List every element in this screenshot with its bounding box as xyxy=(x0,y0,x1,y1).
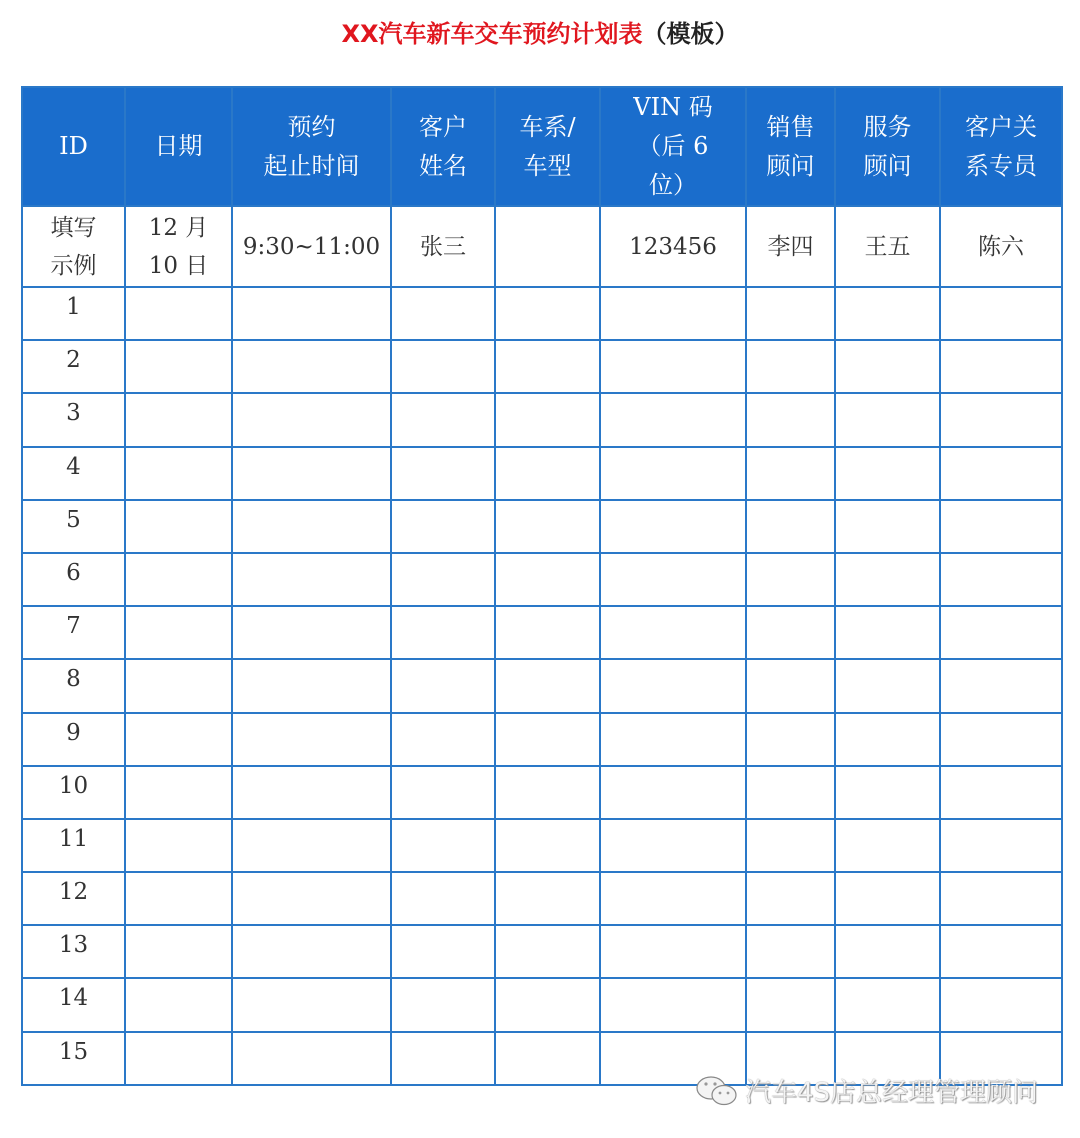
empty-cell[interactable] xyxy=(495,287,600,340)
empty-cell[interactable] xyxy=(746,659,835,712)
empty-cell[interactable] xyxy=(391,340,495,393)
empty-cell[interactable] xyxy=(232,872,391,925)
empty-cell[interactable] xyxy=(940,340,1062,393)
empty-cell[interactable] xyxy=(125,553,232,606)
empty-cell[interactable] xyxy=(940,978,1062,1031)
empty-cell[interactable] xyxy=(600,393,746,446)
empty-cell[interactable] xyxy=(835,819,940,872)
empty-cell[interactable] xyxy=(232,606,391,659)
empty-cell[interactable] xyxy=(125,447,232,500)
empty-cell[interactable] xyxy=(391,500,495,553)
empty-cell[interactable] xyxy=(940,925,1062,978)
table-row xyxy=(22,553,1062,606)
empty-cell[interactable] xyxy=(391,553,495,606)
watermark xyxy=(695,1072,1038,1109)
empty-cell[interactable] xyxy=(495,766,600,819)
column-header: ID xyxy=(22,87,125,206)
empty-cell[interactable] xyxy=(600,872,746,925)
example-cell[interactable]: 张三 xyxy=(391,206,495,287)
table-row xyxy=(22,606,1062,659)
table-row xyxy=(22,766,1062,819)
empty-cell[interactable] xyxy=(125,287,232,340)
example-cell[interactable] xyxy=(495,206,600,287)
column-header: 销售 顾问 xyxy=(746,87,835,206)
empty-cell[interactable] xyxy=(391,978,495,1031)
empty-cell[interactable] xyxy=(746,606,835,659)
empty-cell[interactable] xyxy=(600,766,746,819)
empty-cell[interactable] xyxy=(391,925,495,978)
empty-cell[interactable] xyxy=(600,819,746,872)
empty-cell[interactable] xyxy=(391,819,495,872)
appointment-table xyxy=(21,86,1063,1086)
empty-cell[interactable] xyxy=(232,1032,391,1085)
empty-cell[interactable] xyxy=(835,553,940,606)
empty-cell[interactable] xyxy=(746,500,835,553)
empty-cell[interactable] xyxy=(495,447,600,500)
row-id: 13 xyxy=(22,925,125,978)
watermark-text: 汽车4S店总经理管理顾问 xyxy=(745,1078,1039,1108)
empty-cell[interactable] xyxy=(835,287,940,340)
empty-cell[interactable] xyxy=(600,925,746,978)
empty-cell[interactable] xyxy=(495,978,600,1031)
empty-cell[interactable] xyxy=(391,287,495,340)
empty-cell[interactable] xyxy=(600,447,746,500)
empty-cell[interactable] xyxy=(495,553,600,606)
empty-cell[interactable] xyxy=(746,447,835,500)
empty-cell[interactable] xyxy=(125,713,232,766)
empty-cell[interactable] xyxy=(391,393,495,446)
empty-cell[interactable] xyxy=(232,553,391,606)
column-header: 预约 起止时间 xyxy=(232,87,391,206)
empty-cell[interactable] xyxy=(835,872,940,925)
row-id: 6 xyxy=(22,553,125,606)
column-header: VIN 码 （后 6 位） xyxy=(600,87,746,206)
empty-cell[interactable] xyxy=(495,713,600,766)
empty-cell[interactable] xyxy=(746,553,835,606)
example-cell[interactable]: 陈六 xyxy=(940,206,1062,287)
empty-cell[interactable] xyxy=(125,659,232,712)
empty-cell[interactable] xyxy=(391,872,495,925)
empty-cell[interactable] xyxy=(232,766,391,819)
empty-cell[interactable] xyxy=(391,766,495,819)
empty-cell[interactable] xyxy=(495,500,600,553)
column-header: 服务 顾问 xyxy=(835,87,940,206)
empty-cell[interactable] xyxy=(746,819,835,872)
empty-cell[interactable] xyxy=(940,553,1062,606)
table-row xyxy=(22,393,1062,446)
empty-cell[interactable] xyxy=(835,606,940,659)
empty-cell[interactable] xyxy=(835,713,940,766)
empty-cell[interactable] xyxy=(391,1032,495,1085)
row-id: 9 xyxy=(22,713,125,766)
empty-cell[interactable] xyxy=(600,500,746,553)
empty-cell[interactable] xyxy=(940,500,1062,553)
example-cell[interactable]: 123456 xyxy=(600,206,746,287)
empty-cell[interactable] xyxy=(495,606,600,659)
empty-cell[interactable] xyxy=(125,872,232,925)
example-row xyxy=(22,206,1062,287)
empty-cell[interactable] xyxy=(600,713,746,766)
example-cell[interactable]: 12 月 10 日 xyxy=(125,206,232,287)
row-id: 7 xyxy=(22,606,125,659)
row-id: 3 xyxy=(22,393,125,446)
empty-cell[interactable] xyxy=(835,393,940,446)
empty-cell[interactable] xyxy=(940,606,1062,659)
empty-cell[interactable] xyxy=(940,819,1062,872)
column-header: 客户关 系专员 xyxy=(940,87,1062,206)
title-main: XX汽车新车交车预约计划表 xyxy=(341,20,643,48)
empty-cell[interactable] xyxy=(232,447,391,500)
empty-cell[interactable] xyxy=(746,766,835,819)
example-cell[interactable]: 填写 示例 xyxy=(22,206,125,287)
empty-cell[interactable] xyxy=(495,925,600,978)
empty-cell[interactable] xyxy=(495,819,600,872)
empty-cell[interactable] xyxy=(600,978,746,1031)
empty-cell[interactable] xyxy=(232,925,391,978)
empty-cell[interactable] xyxy=(835,659,940,712)
row-id: 10 xyxy=(22,766,125,819)
empty-cell[interactable] xyxy=(940,447,1062,500)
empty-cell[interactable] xyxy=(495,659,600,712)
empty-cell[interactable] xyxy=(835,978,940,1031)
empty-cell[interactable] xyxy=(835,447,940,500)
example-cell[interactable]: 王五 xyxy=(835,206,940,287)
empty-cell[interactable] xyxy=(391,447,495,500)
table-row xyxy=(22,500,1062,553)
empty-cell[interactable] xyxy=(125,393,232,446)
empty-cell[interactable] xyxy=(746,393,835,446)
column-header: 客户 姓名 xyxy=(391,87,495,206)
empty-cell[interactable] xyxy=(232,819,391,872)
empty-cell[interactable] xyxy=(391,659,495,712)
empty-cell[interactable] xyxy=(232,393,391,446)
empty-cell[interactable] xyxy=(600,606,746,659)
empty-cell[interactable] xyxy=(495,1032,600,1085)
empty-cell[interactable] xyxy=(940,659,1062,712)
empty-cell[interactable] xyxy=(746,925,835,978)
empty-cell[interactable] xyxy=(746,713,835,766)
empty-cell[interactable] xyxy=(940,872,1062,925)
empty-cell[interactable] xyxy=(495,872,600,925)
empty-cell[interactable] xyxy=(600,553,746,606)
table-row xyxy=(22,659,1062,712)
empty-cell[interactable] xyxy=(746,872,835,925)
empty-cell[interactable] xyxy=(391,606,495,659)
empty-cell[interactable] xyxy=(232,287,391,340)
table-row xyxy=(22,925,1062,978)
page-title xyxy=(0,14,1080,49)
row-id: 15 xyxy=(22,1032,125,1085)
example-cell[interactable]: 李四 xyxy=(746,206,835,287)
empty-cell[interactable] xyxy=(125,500,232,553)
empty-cell[interactable] xyxy=(835,500,940,553)
table-row xyxy=(22,713,1062,766)
empty-cell[interactable] xyxy=(125,925,232,978)
empty-cell[interactable] xyxy=(125,606,232,659)
empty-cell[interactable] xyxy=(940,393,1062,446)
row-id: 14 xyxy=(22,978,125,1031)
table-row xyxy=(22,872,1062,925)
empty-cell[interactable] xyxy=(232,500,391,553)
empty-cell[interactable] xyxy=(746,978,835,1031)
row-id: 8 xyxy=(22,659,125,712)
empty-cell[interactable] xyxy=(940,766,1062,819)
empty-cell[interactable] xyxy=(125,978,232,1031)
empty-cell[interactable] xyxy=(495,393,600,446)
column-header: 车系/ 车型 xyxy=(495,87,600,206)
row-id: 2 xyxy=(22,340,125,393)
title-suffix: （模板） xyxy=(642,20,739,48)
empty-cell[interactable] xyxy=(125,766,232,819)
example-cell[interactable]: 9:30~11:00 xyxy=(232,206,391,287)
table-row xyxy=(22,447,1062,500)
empty-cell[interactable] xyxy=(125,340,232,393)
column-header: 日期 xyxy=(125,87,232,206)
table-row xyxy=(22,819,1062,872)
empty-cell[interactable] xyxy=(600,340,746,393)
row-id: 12 xyxy=(22,872,125,925)
empty-cell[interactable] xyxy=(746,340,835,393)
table-row xyxy=(22,340,1062,393)
empty-cell[interactable] xyxy=(125,819,232,872)
row-id: 5 xyxy=(22,500,125,553)
empty-cell[interactable] xyxy=(125,1032,232,1085)
row-id: 4 xyxy=(22,447,125,500)
empty-cell[interactable] xyxy=(391,713,495,766)
empty-cell[interactable] xyxy=(232,340,391,393)
row-id: 1 xyxy=(22,287,125,340)
table-row xyxy=(22,287,1062,340)
empty-cell[interactable] xyxy=(600,287,746,340)
empty-cell[interactable] xyxy=(600,659,746,712)
empty-cell[interactable] xyxy=(940,287,1062,340)
wechat-icon xyxy=(695,1074,739,1108)
empty-cell[interactable] xyxy=(940,713,1062,766)
empty-cell[interactable] xyxy=(835,766,940,819)
empty-cell[interactable] xyxy=(835,925,940,978)
empty-cell[interactable] xyxy=(232,978,391,1031)
empty-cell[interactable] xyxy=(746,287,835,340)
empty-cell[interactable] xyxy=(495,340,600,393)
empty-cell[interactable] xyxy=(232,659,391,712)
table-row xyxy=(22,978,1062,1031)
empty-cell[interactable] xyxy=(835,340,940,393)
empty-cell[interactable] xyxy=(232,713,391,766)
header-row xyxy=(22,87,1062,206)
row-id: 11 xyxy=(22,819,125,872)
